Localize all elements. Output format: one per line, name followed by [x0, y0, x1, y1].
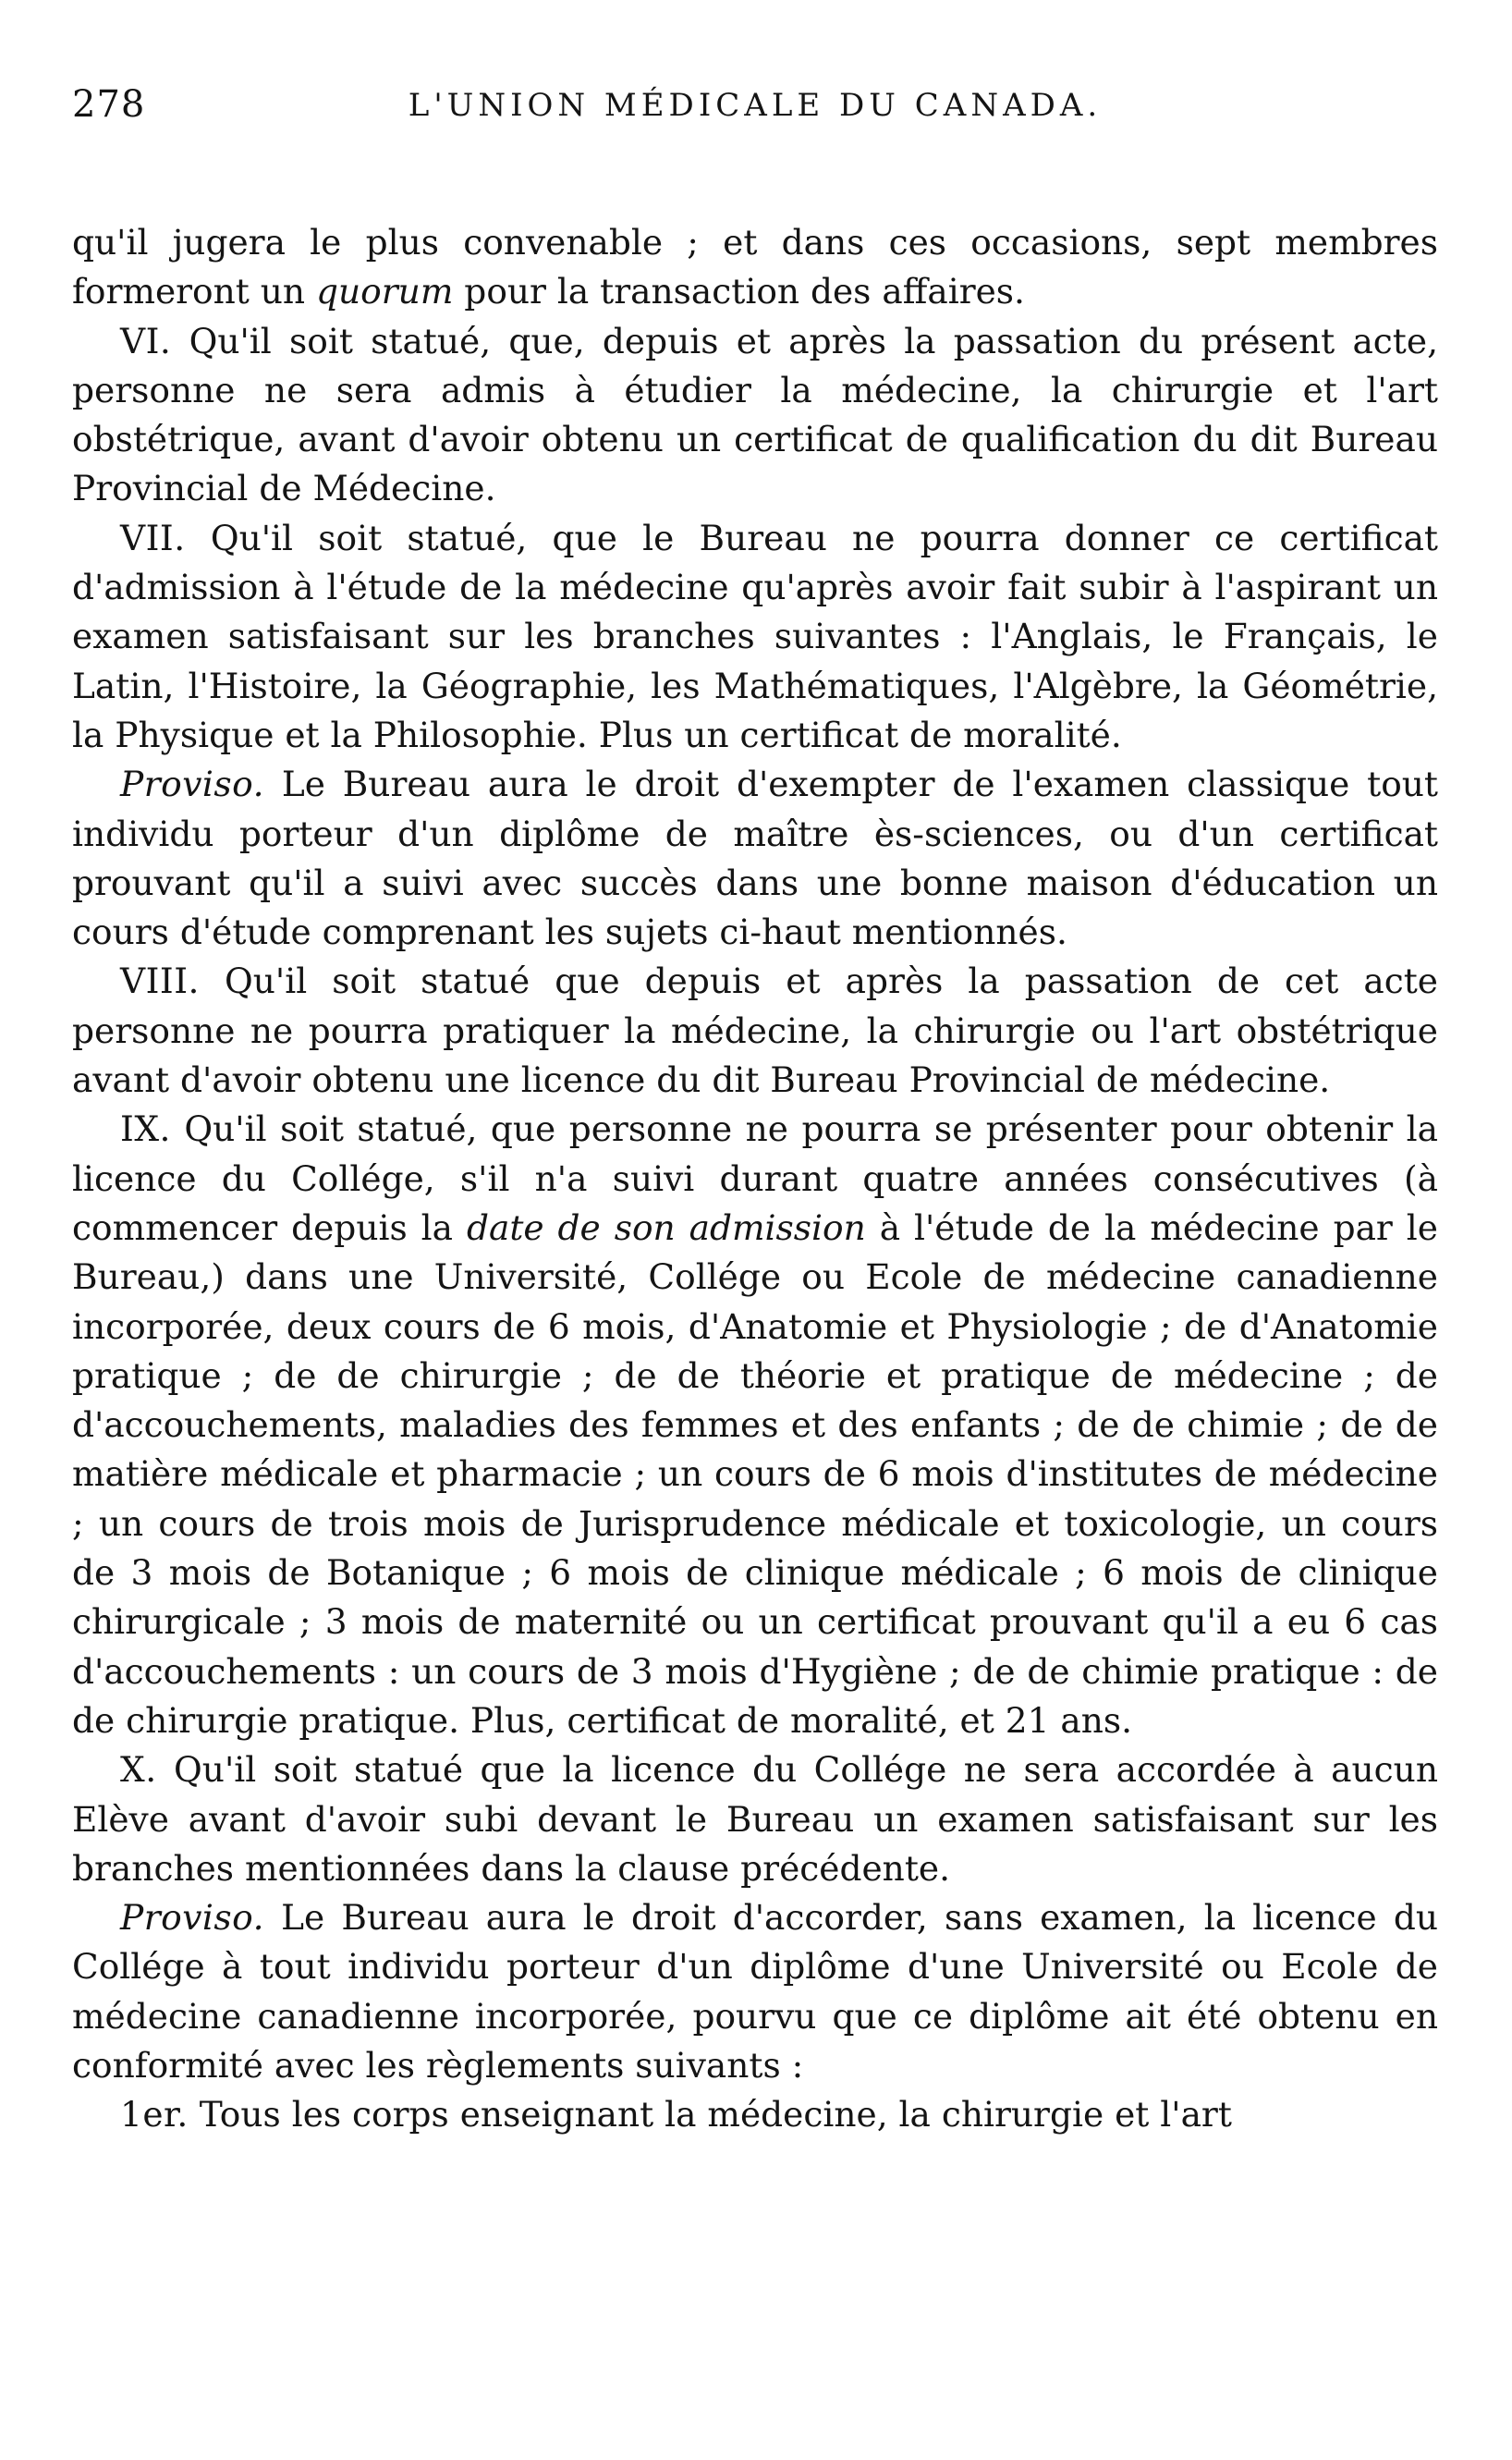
paragraph-text: Qu'il soit statué, que, depuis et après la passation du présent acte, personne ne sera admis à étudier la médecine, la chirurgie et l'art obstétrique, avant d'avoir obtenu un certificat de qualification du dit Bureau Provincial de Médecine. — [72, 320, 1438, 509]
body-text — [72, 218, 1438, 2140]
paragraph-text: pour la transaction des affaires. — [453, 271, 1025, 312]
paragraph-text: Le Bureau aura le droit d'accorder, sans examen, la licence du Collége à tout individu porteur d'un diplôme d'une Université ou Ecole de médecine canadienne incorporée, pourvu que ce diplôme ait été obtenu en conformité avec les règlements suivants : — [72, 1897, 1438, 2086]
paragraph-text: Tous les corps enseignant la médecine, la chirurgie et l'art — [188, 2094, 1232, 2136]
article-number: VII. — [120, 517, 186, 558]
paragraph-vii — [72, 514, 1438, 760]
paragraph-viii — [72, 957, 1438, 1105]
paragraph-continuation — [72, 218, 1438, 317]
paragraph-ix — [72, 1105, 1438, 1745]
article-number: IX. — [120, 1108, 171, 1150]
italic-text: date de son admission — [466, 1206, 866, 1248]
paragraph-text: qu'il jugera le plus convenable ; et dans ces occasions, sept membres formeront un — [72, 222, 1438, 312]
paragraph-text: Qu'il soit statué, que personne ne pourra se présenter pour obtenir la licence du Collége, s'il n'a suivi durant quatre années consécutives (à commencer depuis la — [72, 1108, 1438, 1248]
article-number: VIII. — [120, 961, 200, 1002]
paragraph-proviso-1 — [72, 760, 1438, 957]
paragraph-proviso-2 — [72, 1893, 1438, 2090]
paragraph-x — [72, 1745, 1438, 1893]
paragraph-first-rule — [72, 2090, 1438, 2139]
paragraph-text: à l'étude de la médecine par le Bureau,) dans une Université, Collége ou Ecole de médecine canadienne incorporée, deux cours de 6 mois, d'Anatomie et Physiologie ; de d'Anatomie pratique ; de de chirurgie ; de de théorie et pratique de médecine ; de d'accouchements, maladies des femmes et des enfants ; de de chimie ; de de matière médicale et pharmacie ; un cours de 6 mois d'institutes de médecine ; un cours de trois mois de Jurisprudence médicale et toxicologie, un cours de 3 mois de Botanique ; 6 mois de clinique médicale ; 6 mois de clinique chirurgicale ; 3 mois de maternité ou un certificat prouvant qu'il a eu 6 cas d'accouchements : un cours de 3 mois d'Hygiène ; de de chimie pratique : de de chirurgie pratique. Plus, certificat de moralité, et 21 ans. — [72, 1206, 1438, 1741]
article-number: 1er. — [120, 2094, 189, 2136]
paragraph-vi — [72, 317, 1438, 514]
paragraph-text: Qu'il soit statué que la licence du Collége ne sera accordée à aucun Elève avant d'avoir subi devant le Bureau un examen satisfaisant sur les branches mentionnées dans la clause précédente. — [72, 1749, 1438, 1889]
page-number: 278 — [72, 83, 146, 126]
paragraph-text: Qu'il soit statué que depuis et après la passation de cet acte personne ne pourra pratiquer la médecine, la chirurgie ou l'art obstétrique avant d'avoir obtenu une licence du dit Bureau Provincial de médecine. — [72, 961, 1438, 1101]
paragraph-text: Le Bureau aura le droit d'exempter de l'examen classique tout individu porteur d'un diplôme de maître ès-sciences, ou d'un certificat prouvant qu'il a suivi avec succès dans une bonne maison d'éducation un cours d'étude comprenant les sujets ci-haut mentionnés. — [72, 764, 1438, 953]
article-number: Proviso. — [120, 1897, 264, 1939]
article-number: Proviso. — [120, 764, 264, 805]
italic-text: quorum — [316, 271, 454, 312]
article-number: X. — [120, 1749, 157, 1791]
article-number: VI. — [120, 320, 172, 361]
journal-title: L'UNION MÉDICALE DU CANADA. — [408, 87, 1103, 124]
paragraph-text: Qu'il soit statué, que le Bureau ne pourra donner ce certificat d'admission à l'étude de la médecine qu'après avoir fait subir à l'aspirant un examen satisfaisant sur les branches suivantes : l'Anglais, le Français, le Latin, l'Histoire, la Géographie, les Mathématiques, l'Algèbre, la Géométrie, la Physique et la Philosophie. Plus un certificat de moralité. — [72, 517, 1438, 755]
running-head — [72, 83, 1438, 139]
